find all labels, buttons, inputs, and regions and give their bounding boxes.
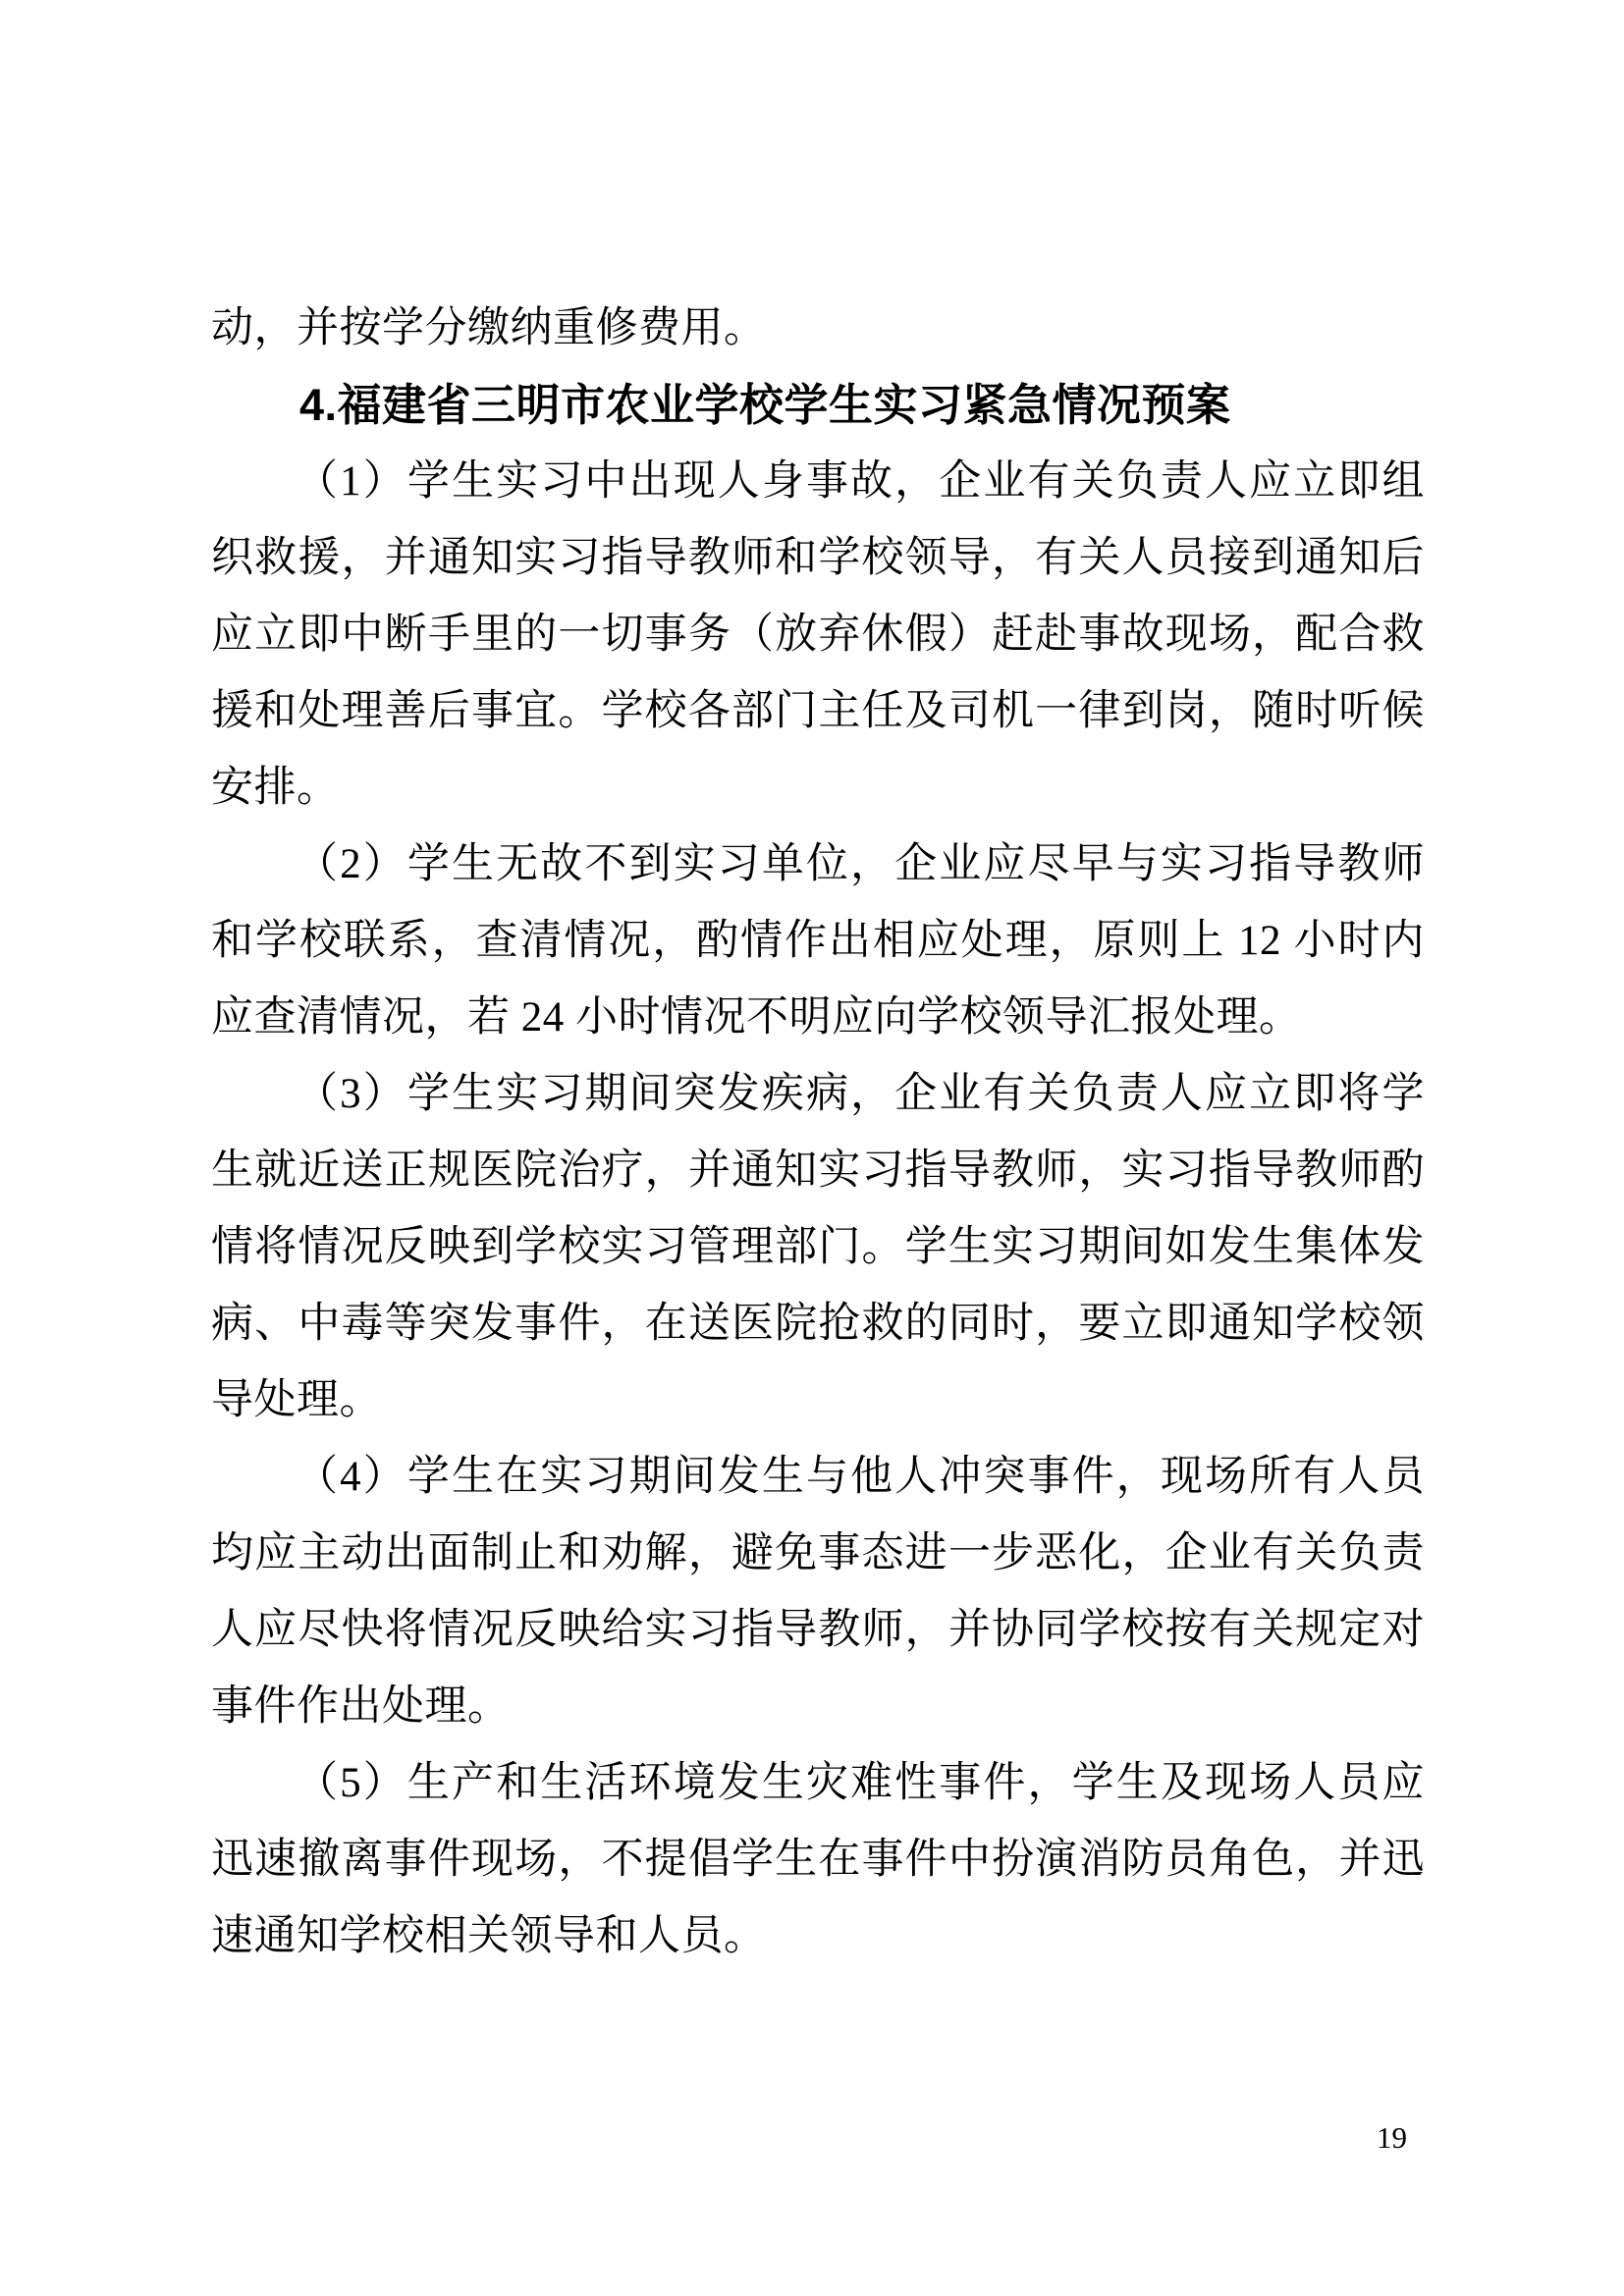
text-line: 事件作出处理。: [211, 1683, 511, 1730]
page-number: 19: [1377, 2120, 1407, 2155]
text-line: 应立即中断手里的一切事务（放弃休假）赶赴事故现场，配合救: [211, 612, 1425, 658]
text-line: 动，并按学分缴纳重修费用。: [211, 305, 767, 351]
text-line: （1）学生实习中出现人身事故，企业有关负责人应立即组: [296, 458, 1425, 505]
text-line: （2）学生无故不到实习单位，企业应尽早与实习指导教师: [296, 841, 1425, 887]
text-line: 应查清情况，若 24 小时情况不明应向学校领导汇报处理。: [211, 994, 1302, 1041]
section-heading: 4.福建省三明市农业学校学生实习紧急情况预案: [299, 380, 1231, 430]
text-line: 均应主动出面制止和劝解，避免事态进一步恶化，企业有关负责: [211, 1530, 1425, 1576]
text-line: 病、中毒等突发事件，在送医院抢救的同时，要立即通知学校领: [211, 1301, 1425, 1347]
document-content: [211, 291, 1425, 1975]
text-line: （3）学生实习期间突发疾病，企业有关负责人应立即将学: [296, 1071, 1425, 1117]
text-line: 安排。: [211, 765, 340, 811]
text-line: 织救援，并通知实习指导教师和学校领导，有关人员接到通知后: [211, 535, 1425, 581]
text-line: 生就近送正规医院治疗，并通知实习指导教师，实习指导教师酌: [211, 1148, 1425, 1194]
text-line: 情将情况反映到学校实习管理部门。学生实习期间如发生集体发: [211, 1224, 1425, 1270]
text-line: 和学校联系，查清情况，酌情作出相应处理，原则上 12 小时内: [211, 918, 1425, 964]
text-line: 导处理。: [211, 1377, 382, 1423]
text-line: （5）生产和生活环境发生灾难性事件，学生及现场人员应: [296, 1760, 1425, 1806]
text-line: 人应尽快将情况反映给实习指导教师，并协同学校按有关规定对: [211, 1607, 1425, 1653]
text-line: （4）学生在实习期间发生与他人冲突事件，现场所有人员: [296, 1454, 1425, 1500]
text-line: 援和处理善后事宜。学校各部门主任及司机一律到岗，随时听候: [211, 688, 1425, 734]
text-line: 迅速撤离事件现场，不提倡学生在事件中扮演消防员角色，并迅: [211, 1837, 1425, 1883]
text-line: 速通知学校相关领导和人员。: [211, 1913, 767, 1959]
